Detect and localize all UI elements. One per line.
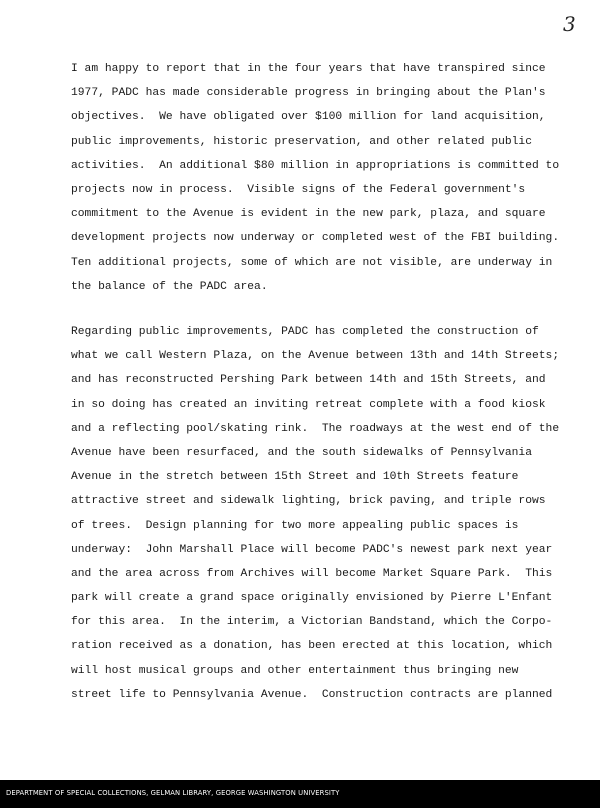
- page-number: 3: [563, 12, 576, 36]
- text-line: projects now in process. Visible signs of the Federal government's: [71, 183, 526, 196]
- text-line: Avenue have been resurfaced, and the south sidewalks of Pennsylvania: [71, 446, 532, 459]
- text-line: Ten additional projects, some of which are not visible, are underway in: [71, 256, 553, 269]
- text-line: ration received as a donation, has been erected at this location, which: [71, 640, 553, 653]
- text-line: what we call Western Plaza, on the Avenue between 13th and 14th Streets;: [71, 350, 560, 363]
- archive-footer-bar: [0, 780, 600, 808]
- text-line: for this area. In the interim, a Victorian Bandstand, which the Corpo-: [71, 616, 553, 629]
- text-line: Avenue in the stretch between 15th Street and 10th Streets feature: [71, 471, 519, 484]
- text-line: activities. An additional $80 million in appropriations is committed to: [71, 159, 560, 172]
- text-line: objectives. We have obligated over $100 million for land acquisition,: [71, 111, 546, 124]
- text-line: 1977, PADC has made considerable progress in bringing about the Plan's: [71, 87, 546, 100]
- text-line: commitment to the Avenue is evident in the new park, plaza, and square: [71, 208, 546, 221]
- text-line: in so doing has created an inviting retreat complete with a food kiosk: [71, 398, 546, 411]
- paragraph-2: [71, 320, 559, 707]
- text-line: underway: John Marshall Place will become PADC's newest park next year: [71, 543, 553, 556]
- archive-credit: DEPARTMENT OF SPECIAL COLLECTIONS, GELMAN LIBRARY, GEORGE WASHINGTON UNIVERSITY: [6, 789, 340, 797]
- text-line: street life to Pennsylvania Avenue. Construction contracts are planned: [71, 688, 553, 701]
- text-line: and the area across from Archives will become Market Square Park. This: [71, 567, 553, 580]
- text-line: the balance of the PADC area.: [71, 280, 268, 293]
- text-line: and a reflecting pool/skating rink. The roadways at the west end of the: [71, 422, 560, 435]
- text-line: Regarding public improvements, PADC has completed the construction of: [71, 326, 539, 338]
- text-line: of trees. Design planning for two more appealing public spaces is: [71, 519, 519, 532]
- text-line: I am happy to report that in the four years that have transpired since: [71, 63, 546, 75]
- paragraph-1: [71, 57, 559, 299]
- text-line: park will create a grand space originally envisioned by Pierre L'Enfant: [71, 592, 553, 605]
- text-line: development projects now underway or completed west of the FBI building.: [71, 232, 560, 245]
- text-line: will host musical groups and other entertainment thus bringing new: [71, 664, 519, 677]
- text-line: and has reconstructed Pershing Park between 14th and 15th Streets, and: [71, 374, 546, 387]
- text-line: public improvements, historic preservation, and other related public: [71, 135, 532, 148]
- text-line: attractive street and sidewalk lighting, brick paving, and triple rows: [71, 495, 546, 508]
